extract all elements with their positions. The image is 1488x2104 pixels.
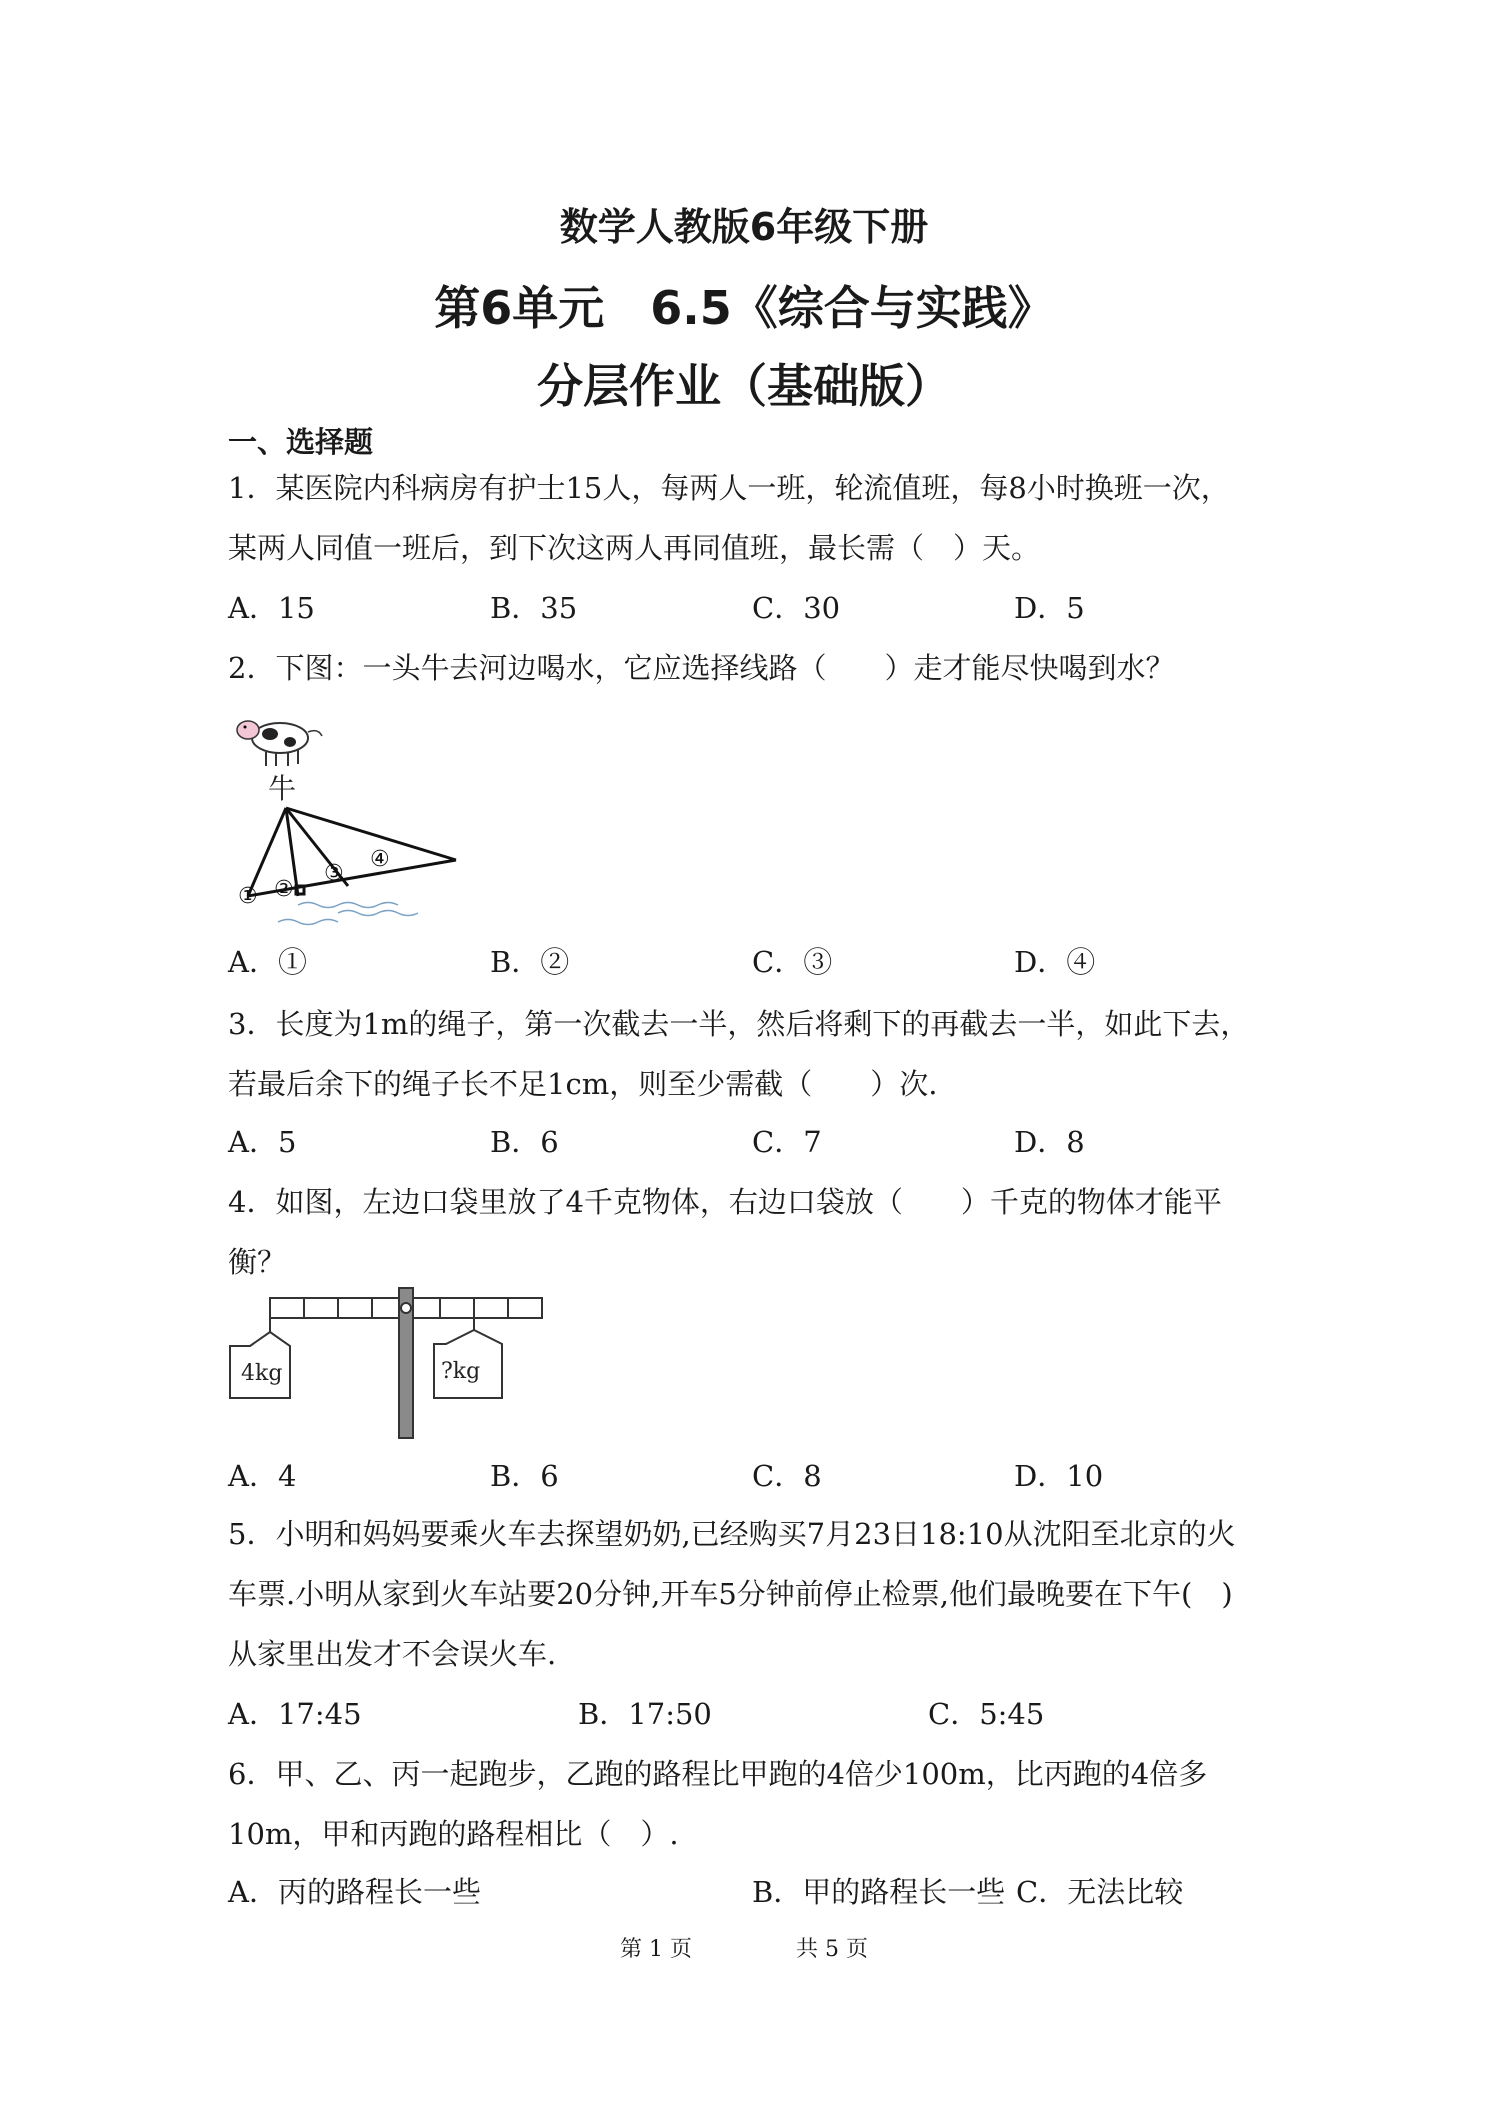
balance-figure	[228, 1286, 548, 1446]
question-4-options	[228, 1454, 1328, 1494]
question-6-line-2: 10m，甲和丙跑的路程相比（ ）.	[228, 1817, 679, 1851]
doc-unit-title: 第6单元 6.5《综合与实践》	[434, 281, 1054, 335]
question-2-line-1: 2．下图：一头牛去河边喝水，它应选择线路（ ）走才能尽快喝到水？	[228, 651, 1175, 685]
doc-homework-title: 分层作业（基础版）	[537, 359, 951, 413]
question-6-options	[228, 1870, 1328, 1910]
option-b: B．17:50	[578, 1697, 712, 1731]
option-b: B．②	[490, 945, 570, 979]
question-3-options	[228, 1120, 1328, 1160]
option-a: A．17:45	[228, 1697, 362, 1731]
option-a: A．丙的路程长一些	[228, 1875, 481, 1909]
question-3-line-2: 若最后余下的绳子长不足1cm，则至少需截（ ）次.	[228, 1067, 938, 1101]
option-c: C．7	[752, 1125, 822, 1159]
left-bag-label: 4kg	[241, 1361, 283, 1386]
cow-icon	[237, 721, 322, 766]
page-footer	[0, 1932, 1488, 1963]
option-c: C．无法比较	[1016, 1875, 1184, 1909]
question-2-options	[228, 940, 1328, 980]
route-label-2: ②	[274, 877, 294, 902]
question-5-line-3: 从家里出发才不会误火车.	[228, 1637, 557, 1671]
option-a: A．4	[228, 1459, 297, 1493]
route-label-1: ①	[238, 884, 258, 909]
option-a: A．5	[228, 1125, 297, 1159]
option-c: C．30	[752, 591, 841, 625]
option-b: B．35	[490, 591, 578, 625]
section-heading: 一、选择题	[228, 425, 374, 459]
cow-label: 牛	[268, 772, 297, 805]
right-bag-label: ?kg	[441, 1359, 481, 1384]
option-c: C．8	[752, 1459, 822, 1493]
option-b: B．6	[490, 1459, 559, 1493]
question-4-line-2: 衡？	[228, 1245, 287, 1279]
question-1-line-2: 某两人同值一班后，到下次这两人再同值班，最长需（ ）天。	[228, 531, 1041, 565]
question-5-line-2: 车票.小明从家到火车站要20分钟,开车5分钟前停止检票,他们最晚要在下午( )	[228, 1577, 1233, 1611]
cow-route-figure	[228, 700, 468, 930]
question-3-line-1: 3．长度为1m的绳子，第一次截去一半，然后将剩下的再截去一半，如此下去，	[228, 1007, 1250, 1041]
doc-subject-title: 数学人教版6年级下册	[559, 205, 929, 249]
option-b: B．甲的路程长一些	[752, 1875, 1006, 1909]
question-4-line-1: 4．如图，左边口袋里放了4千克物体，右边口袋放（ ）千克的物体才能平	[228, 1185, 1222, 1219]
option-a: A．①	[228, 945, 307, 979]
left-bag	[230, 1318, 290, 1398]
route-label-3: ③	[324, 861, 344, 886]
option-d: D．8	[1014, 1125, 1085, 1159]
option-b: B．6	[490, 1125, 559, 1159]
river-waves	[278, 903, 418, 925]
route-label-4: ④	[370, 847, 390, 872]
option-c: C．③	[752, 945, 833, 979]
question-1-line-1: 1．某医院内科病房有护士15人，每两人一班，轮流值班，每8小时换班一次，	[228, 471, 1230, 505]
option-c: C．5:45	[928, 1697, 1045, 1731]
option-a: A．15	[228, 591, 315, 625]
question-1-options	[228, 586, 1328, 626]
option-d: D．5	[1014, 591, 1085, 625]
question-5-line-1: 5．小明和妈妈要乘火车去探望奶奶,已经购买7月23日18:10从沈阳至北京的火	[228, 1517, 1236, 1551]
option-d: D．④	[1014, 945, 1096, 979]
page-total: 共 5 页	[796, 1937, 868, 1962]
question-6-line-1: 6．甲、乙、丙一起跑步，乙跑的路程比甲跑的4倍少100m，比丙跑的4倍多	[228, 1757, 1208, 1791]
option-d: D．10	[1014, 1459, 1104, 1493]
page-number: 第 1 页	[620, 1937, 692, 1962]
right-bag	[434, 1318, 502, 1398]
question-5-options	[228, 1692, 1328, 1732]
